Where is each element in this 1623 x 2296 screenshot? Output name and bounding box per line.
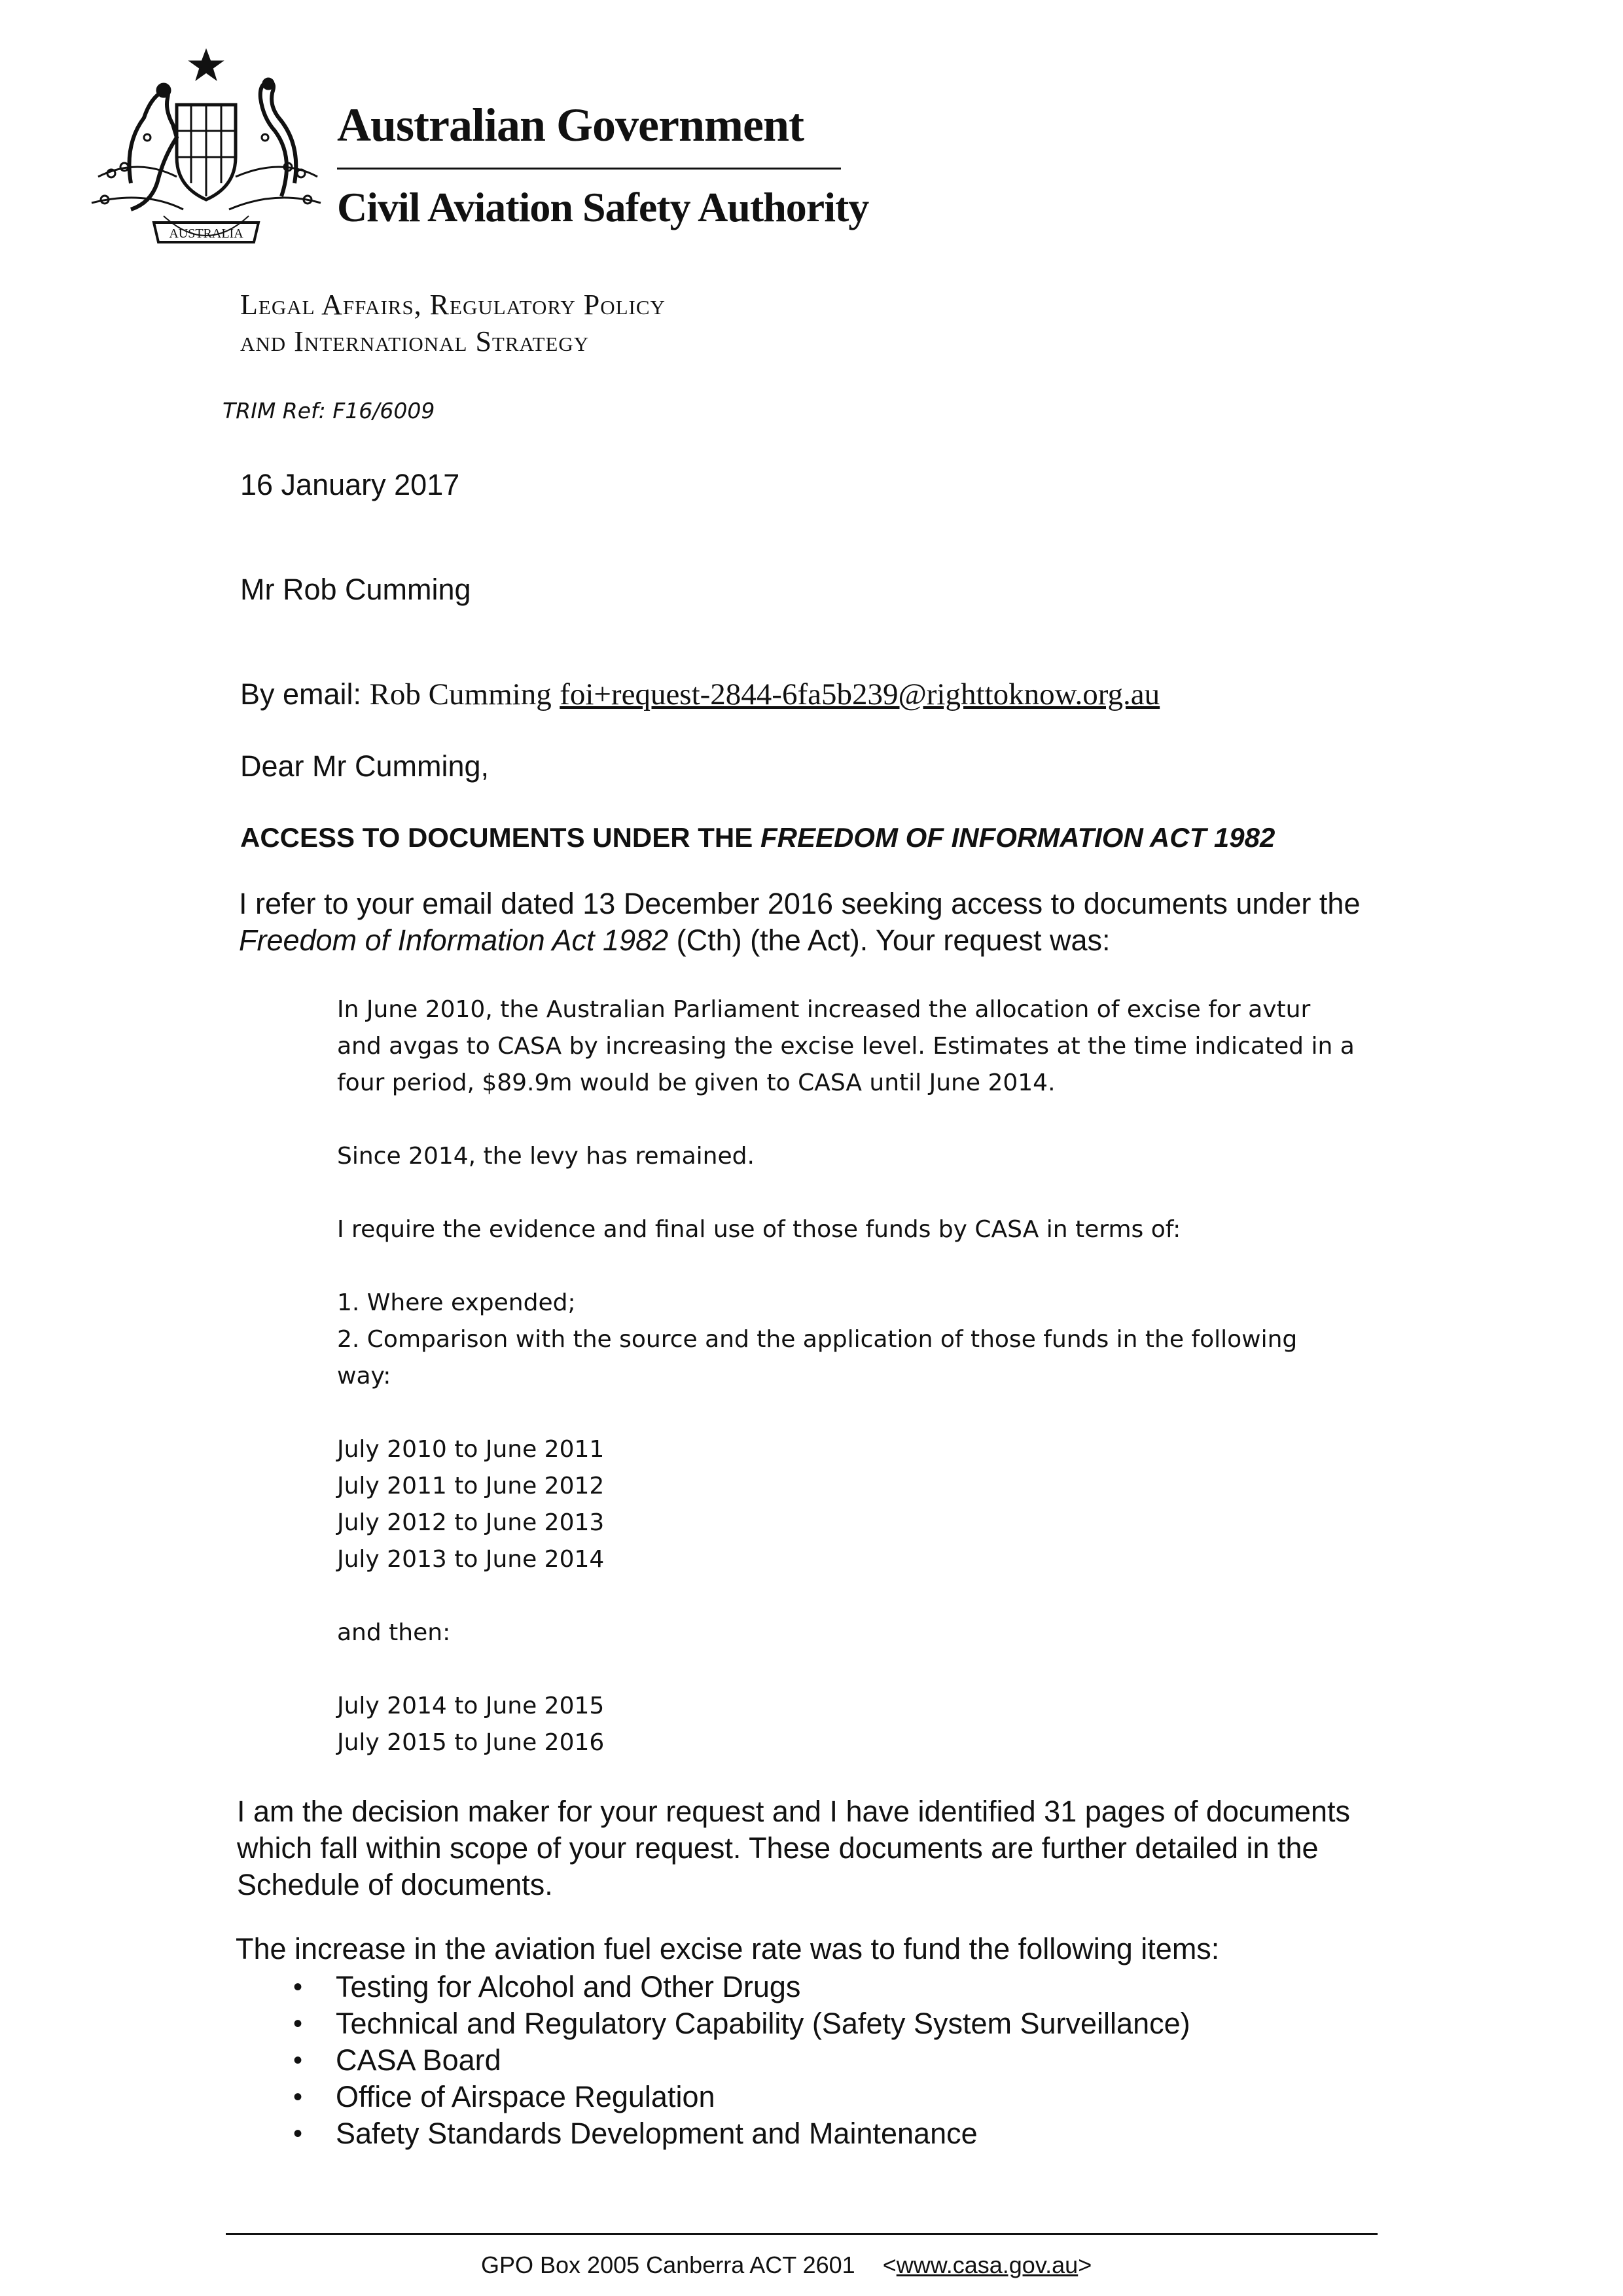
by-email-name: Rob Cumming <box>369 677 552 711</box>
footer-divider <box>226 2233 1378 2235</box>
period-item: July 2010 to June 2011 <box>337 1436 605 1463</box>
division-name <box>240 287 666 360</box>
funded-items-list <box>288 1969 1190 2152</box>
list-item <box>288 1969 1190 2005</box>
quote-paragraph-2: Since 2014, the levy has remained. <box>337 1143 755 1170</box>
list-item-text: CASA Board <box>336 2043 501 2077</box>
period-list-b <box>337 1688 1358 1761</box>
period-item: July 2011 to June 2012 <box>337 1473 605 1499</box>
by-email-line <box>240 676 1160 713</box>
salutation: Dear Mr Cumming, <box>240 749 490 783</box>
letter-heading <box>240 819 1275 856</box>
recipient-email-link[interactable]: foi+request-2844-6fa5b239@righttoknow.org.au <box>560 677 1160 711</box>
bullet-icon: • <box>293 2083 303 2111</box>
heading-prefix: ACCESS TO DOCUMENTS UNDER THE <box>240 822 760 853</box>
bullet-icon: • <box>293 2119 303 2148</box>
footer-web-close: > <box>1078 2251 1092 2278</box>
letterhead-divider <box>337 168 841 170</box>
period-item: July 2012 to June 2013 <box>337 1509 605 1536</box>
request-quote <box>337 992 1358 1761</box>
list-item-text: Safety Standards Development and Maintenance <box>336 2117 978 2150</box>
svg-text:AUSTRALIA: AUSTRALIA <box>169 226 243 241</box>
intro-paragraph <box>239 886 1417 959</box>
heading-act-title: FREEDOM OF INFORMATION ACT 1982 <box>760 822 1275 853</box>
quote-item-2: 2. Comparison with the source and the application of those funds in the following way: <box>337 1326 1298 1390</box>
period-item: July 2015 to June 2016 <box>337 1729 605 1756</box>
bullet-icon: • <box>293 1973 303 2001</box>
intro-act-title: Freedom of Information Act 1982 <box>239 924 669 957</box>
footer <box>481 2251 1092 2279</box>
intro-text-a: I refer to your email dated 13 December 2016 seeking access to documents under the <box>239 887 1361 920</box>
period-list-a <box>337 1431 1358 1578</box>
recipient-name: Mr Rob Cumming <box>240 573 471 606</box>
decision-paragraph: I am the decision maker for your request and I have identified 31 pages of documents which fall within scope of your request. These documents are further detailed in the Schedule of documents. <box>237 1795 1350 1901</box>
bullet-icon: • <box>293 2046 303 2075</box>
excise-paragraph: The increase in the aviation fuel excise rate was to fund the following items: <box>236 1932 1220 1965</box>
intro-text-b: (Cth) (the Act). Your request was: <box>668 924 1111 957</box>
quote-and-then: and then: <box>337 1619 451 1646</box>
list-item <box>288 2042 1190 2079</box>
bullet-icon: • <box>293 2009 303 2038</box>
quote-paragraph-1: In June 2010, the Australian Parliament increased the allocation of excise for avtur and avgas to CASA by increasing the excise level. Estimates at the time indicated in a four period, $89.9m would be given to CASA until June 2014. <box>337 996 1355 1096</box>
agency-name: Civil Aviation Safety Authority <box>337 184 869 230</box>
list-item <box>288 2005 1190 2042</box>
trim-reference: TRIM Ref: F16/6009 <box>223 398 435 423</box>
list-item-text: Technical and Regulatory Capability (Safety System Surveillance) <box>336 2007 1190 2040</box>
division-line-2: and International Strategy <box>240 325 590 357</box>
list-item <box>288 2079 1190 2115</box>
footer-web-open: < <box>882 2251 897 2278</box>
period-item: July 2013 to June 2014 <box>337 1546 605 1573</box>
footer-website-link[interactable]: www.casa.gov.au <box>896 2251 1079 2278</box>
list-item-text: Testing for Alcohol and Other Drugs <box>336 1970 801 2003</box>
letter-date: 16 January 2017 <box>240 468 460 501</box>
period-item: July 2014 to June 2015 <box>337 1693 605 1719</box>
coat-of-arms-icon <box>85 46 327 262</box>
division-line-1: Legal Affairs, Regulatory Policy <box>240 289 666 321</box>
government-name: Australian Government <box>337 99 804 151</box>
list-item-text: Office of Airspace Regulation <box>336 2080 715 2113</box>
list-item <box>288 2115 1190 2152</box>
quote-paragraph-3: I require the evidence and final use of those funds by CASA in terms of: <box>337 1216 1181 1243</box>
quote-item-1: 1. Where expended; <box>337 1289 576 1316</box>
footer-address: GPO Box 2005 Canberra ACT 2601 <box>481 2251 855 2278</box>
by-email-label: By email: <box>240 677 362 711</box>
